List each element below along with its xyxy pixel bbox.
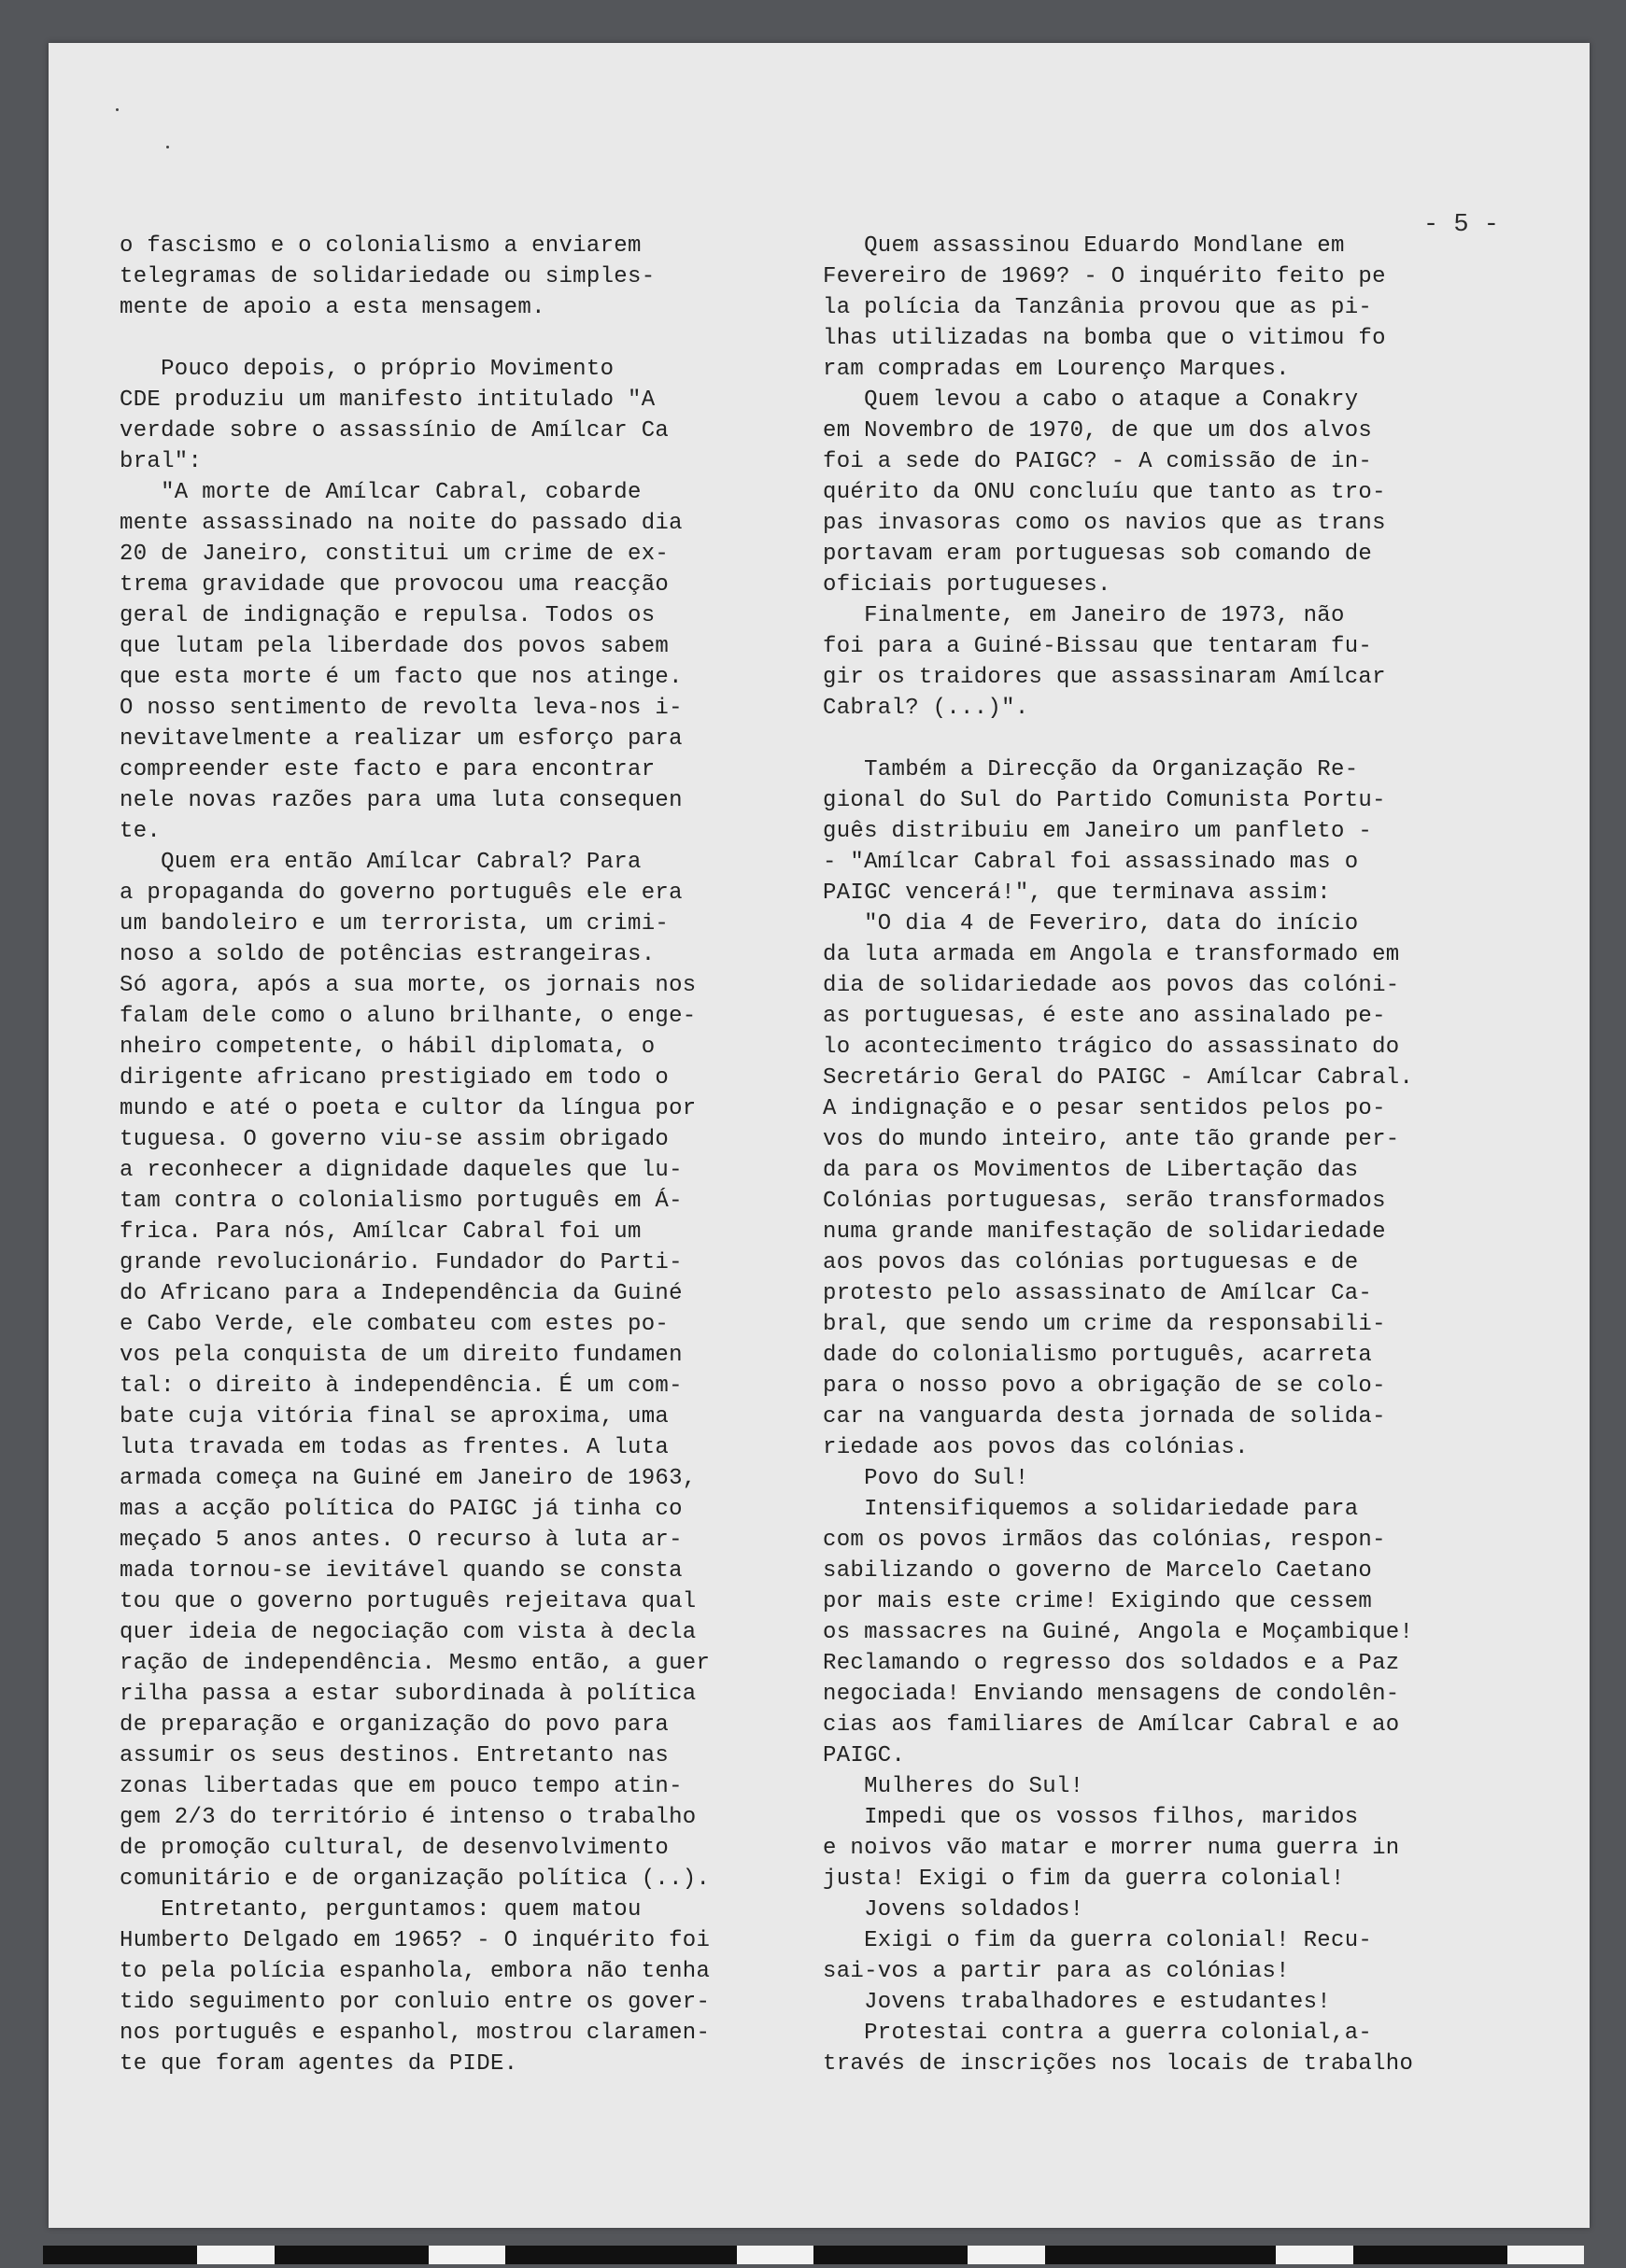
text-line: a reconhecer a dignidade daqueles que lu-: [120, 1158, 683, 1183]
text-line: mundo e até o poeta e cultor da língua por: [120, 1096, 697, 1121]
text-line: 20 de Janeiro, constitui um crime de ex-: [120, 542, 670, 567]
text-line: a propaganda do governo português ele era: [120, 880, 683, 906]
text-line: de promoção cultural, de desenvolvimento: [120, 1836, 670, 1861]
text-line: Impedi que os vossos filhos, maridos: [823, 1805, 1359, 1830]
text-line: Também a Direcção da Organização Re-: [823, 757, 1359, 782]
text-line: gional do Sul do Partido Comunista Portu-: [823, 788, 1386, 813]
text-line: trema gravidade que provocou uma reacção: [120, 572, 670, 598]
text-line: la polícia da Tanzânia provou que as pi-: [823, 295, 1373, 320]
text-line: bral":: [120, 449, 203, 474]
text-line: mente de apoio a esta mensagem.: [120, 295, 545, 320]
text-line: Fevereiro de 1969? - O inquérito feito pe: [823, 264, 1386, 289]
text-line: grande revolucionário. Fundador do Parti-: [120, 1250, 683, 1275]
text-line: os massacres na Guiné, Angola e Moçambique!: [823, 1620, 1414, 1645]
text-line: comunitário e de organização política (..).: [120, 1867, 711, 1892]
text-line: rilha passa a estar subordinada à política: [120, 1682, 697, 1707]
text-line: lhas utilizadas na bomba que o vitimou fo: [823, 326, 1386, 351]
scan-calibration-bar: [43, 2246, 1584, 2264]
text-line: Protestai contra a guerra colonial,a-: [823, 2021, 1373, 2046]
text-line: Quem era então Amílcar Cabral? Para: [120, 850, 642, 875]
text-line: quérito da ONU concluíu que tanto as tro-: [823, 480, 1386, 505]
text-line: telegramas de solidariedade ou simples-: [120, 264, 656, 289]
text-line: pas invasoras como os navios que as trans: [823, 511, 1386, 536]
bar-segment: [429, 2246, 506, 2264]
text-line: as portuguesas, é este ano assinalado pe-: [823, 1004, 1386, 1029]
text-line: Exigi o fim da guerra colonial! Recu-: [823, 1928, 1373, 1953]
text-line: de preparação e organização do povo para: [120, 1712, 670, 1738]
text-line: lo acontecimento trágico do assassinato do: [823, 1035, 1400, 1060]
text-line: PAIGC vencerá!", que terminava assim:: [823, 880, 1331, 906]
bar-segment: [813, 2246, 968, 2264]
text-line: com os povos irmãos das colónias, respon-: [823, 1528, 1386, 1553]
text-line: por mais este crime! Exigindo que cessem: [823, 1589, 1373, 1614]
bar-segment: [505, 2246, 737, 2264]
text-line: um bandoleiro e um terrorista, um crimi-: [120, 911, 670, 937]
text-line: tuguesa. O governo viu-se assim obrigado: [120, 1127, 670, 1152]
text-line: que lutam pela liberdade dos povos sabem: [120, 634, 670, 659]
text-line: "O dia 4 de Feveriro, data do início: [823, 911, 1359, 937]
text-line: protesto pelo assassinato de Amílcar Ca-: [823, 1281, 1373, 1306]
text-line: - "Amílcar Cabral foi assassinado mas o: [823, 850, 1359, 875]
text-line: través de inscrições nos locais de trabalho: [823, 2051, 1414, 2077]
text-line: gem 2/3 do território é intenso o trabalho: [120, 1805, 697, 1830]
text-line: Intensifiquemos a solidariedade para: [823, 1497, 1359, 1522]
text-line: portavam eram portuguesas sob comando de: [823, 542, 1373, 567]
bar-segment: [737, 2246, 814, 2264]
bar-segment: [275, 2246, 429, 2264]
text-line: dia de solidariedade aos povos das colóni-: [823, 973, 1400, 998]
text-line: sai-vos a partir para as colónias!: [823, 1959, 1290, 1984]
text-line: [120, 323, 710, 354]
text-line: car na vanguarda desta jornada de solida-: [823, 1404, 1386, 1430]
bar-segment: [1353, 2246, 1507, 2264]
stray-mark: [116, 108, 119, 111]
text-line: armada começa na Guiné em Janeiro de 1963,: [120, 1466, 697, 1491]
text-line: aos povos das colónias portuguesas e de: [823, 1250, 1359, 1275]
text-line: numa grande manifestação de solidariedade: [823, 1219, 1386, 1245]
text-line: do Africano para a Independência da Guiné: [120, 1281, 683, 1306]
text-line: te.: [120, 819, 162, 844]
bar-segment: [1276, 2246, 1353, 2264]
text-line: e Cabo Verde, ele combateu com estes po-: [120, 1312, 670, 1337]
text-line: nele novas razões para uma luta consequen: [120, 788, 683, 813]
text-line: Pouco depois, o próprio Movimento: [120, 357, 615, 382]
text-line: negociada! Enviando mensagens de condolên-: [823, 1682, 1400, 1707]
text-line: que esta morte é um facto que nos atinge.: [120, 665, 683, 690]
text-line: PAIGC.: [823, 1743, 906, 1768]
text-line: "A morte de Amílcar Cabral, cobarde: [120, 480, 642, 505]
text-line: Reclamando o regresso dos soldados e a Paz: [823, 1651, 1400, 1676]
text-line: riedade aos povos das colónias.: [823, 1435, 1249, 1460]
stray-mark: [166, 146, 169, 148]
text-line: Colónias portuguesas, serão transformados: [823, 1189, 1386, 1214]
text-line: foi a sede do PAIGC? - A comissão de in-: [823, 449, 1373, 474]
text-line: Finalmente, em Janeiro de 1973, não: [823, 603, 1345, 628]
text-line: guês distribuiu em Janeiro um panfleto -: [823, 819, 1373, 844]
text-line: compreender este facto e para encontrar: [120, 757, 656, 782]
text-line: tal: o direito à independência. É um com-: [120, 1373, 683, 1399]
text-line: Entretanto, perguntamos: quem matou: [120, 1897, 642, 1923]
page-number: - 5 -: [1423, 211, 1500, 239]
text-line: nos português e espanhol, mostrou claramen-: [120, 2021, 711, 2046]
text-line: assumir os seus destinos. Entretanto nas: [120, 1743, 670, 1768]
text-line: [823, 724, 1413, 754]
text-line: Jovens trabalhadores e estudantes!: [823, 1990, 1331, 2015]
text-line: quer ideia de negociação com vista à decla: [120, 1620, 697, 1645]
text-line: tam contra o colonialismo português em Á-: [120, 1189, 683, 1214]
text-line: mada tornou-se ievitável quando se consta: [120, 1558, 683, 1584]
text-line: zonas libertadas que em pouco tempo atin-: [120, 1774, 683, 1799]
bar-segment: [43, 2246, 197, 2264]
text-line: CDE produziu um manifesto intitulado "A: [120, 387, 656, 413]
text-line: nheiro competente, o hábil diplomata, o: [120, 1035, 656, 1060]
text-line: vos do mundo inteiro, ante tão grande per-: [823, 1127, 1400, 1152]
text-line: nevitavelmente a realizar um esforço para: [120, 726, 683, 752]
text-line: O nosso sentimento de revolta leva-nos i-: [120, 696, 683, 721]
text-line: Cabral? (...)".: [823, 696, 1029, 721]
text-line: Só agora, após a sua morte, os jornais nos: [120, 973, 697, 998]
text-line: Mulheres do Sul!: [823, 1774, 1084, 1799]
text-line: mas a acção política do PAIGC já tinha co: [120, 1497, 683, 1522]
text-line: da luta armada em Angola e transformado em: [823, 942, 1400, 967]
text-line: oficiais portugueses.: [823, 572, 1111, 598]
text-line: dade do colonialismo português, acarreta: [823, 1343, 1373, 1368]
text-line: em Novembro de 1970, de que um dos alvos: [823, 418, 1373, 444]
text-line: geral de indignação e repulsa. Todos os: [120, 603, 656, 628]
text-line: vos pela conquista de um direito fundamen: [120, 1343, 683, 1368]
text-line: tou que o governo português rejeitava qual: [120, 1589, 697, 1614]
bar-segment: [197, 2246, 275, 2264]
text-line: mente assassinado na noite do passado dia: [120, 511, 683, 536]
text-line: to pela polícia espanhola, embora não tenha: [120, 1959, 711, 1984]
text-line: meçado 5 anos antes. O recurso à luta ar-: [120, 1528, 683, 1553]
text-line: gir os traidores que assassinaram Amílcar: [823, 665, 1386, 690]
text-line: Humberto Delgado em 1965? - O inquérito foi: [120, 1928, 711, 1953]
text-line: dirigente africano prestigiado em todo o: [120, 1065, 670, 1091]
text-line: ração de independência. Mesmo então, a guer: [120, 1651, 711, 1676]
text-line: bate cuja vitória final se aproxima, uma: [120, 1404, 670, 1430]
text-line: Povo do Sul!: [823, 1466, 1029, 1491]
text-line: bral, que sendo um crime da responsabili-: [823, 1312, 1386, 1337]
text-line: A indignação e o pesar sentidos pelos po-: [823, 1096, 1386, 1121]
text-line: verdade sobre o assassínio de Amílcar Ca: [120, 418, 670, 444]
text-line: falam dele como o aluno brilhante, o enge-: [120, 1004, 697, 1029]
text-line: cias aos familiares de Amílcar Cabral e ao: [823, 1712, 1400, 1738]
text-line: sabilizando o governo de Marcelo Caetano: [823, 1558, 1373, 1584]
text-line: ram compradas em Lourenço Marques.: [823, 357, 1290, 382]
left-text-column: [120, 231, 710, 2079]
text-line: luta travada em todas as frentes. A luta: [120, 1435, 670, 1460]
text-line: frica. Para nós, Amílcar Cabral foi um: [120, 1219, 642, 1245]
text-line: justa! Exigi o fim da guerra colonial!: [823, 1867, 1345, 1892]
text-line: tido seguimento por conluio entre os gover-: [120, 1990, 711, 2015]
text-line: da para os Movimentos de Libertação das: [823, 1158, 1359, 1183]
text-line: Quem assassinou Eduardo Mondlane em: [823, 233, 1345, 259]
text-line: para o nosso povo a obrigação de se colo-: [823, 1373, 1386, 1399]
text-line: o fascismo e o colonialismo a enviarem: [120, 233, 642, 259]
bar-segment: [968, 2246, 1045, 2264]
text-line: Secretário Geral do PAIGC - Amílcar Cabral.: [823, 1065, 1414, 1091]
text-line: noso a soldo de potências estrangeiras.: [120, 942, 656, 967]
text-line: Quem levou a cabo o ataque a Conakry: [823, 387, 1359, 413]
text-line: te que foram agentes da PIDE.: [120, 2051, 518, 2077]
text-line: e noivos vão matar e morrer numa guerra in: [823, 1836, 1400, 1861]
bar-segment: [1045, 2246, 1277, 2264]
text-line: foi para a Guiné-Bissau que tentaram fu-: [823, 634, 1373, 659]
text-line: Jovens soldados!: [823, 1897, 1084, 1923]
bar-segment: [1507, 2246, 1585, 2264]
right-text-column: [823, 231, 1413, 2079]
